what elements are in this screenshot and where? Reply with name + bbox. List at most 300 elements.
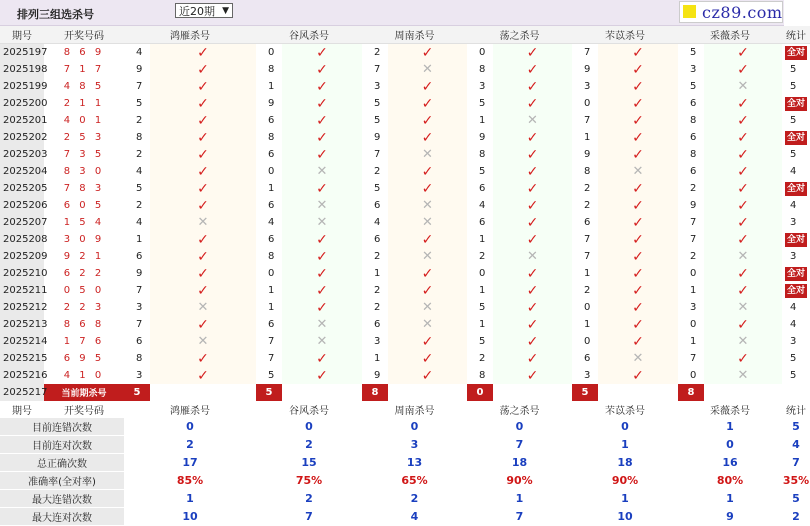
result-cell — [388, 316, 467, 333]
kill-number-cell: 5 — [690, 81, 697, 92]
draw-number-cell: 2 5 3 — [63, 132, 105, 143]
check-icon: ✓ — [632, 214, 644, 231]
col-expert-4: 荡之杀号 — [467, 26, 572, 44]
period-cell: 2025210 — [0, 265, 44, 282]
check-icon: ✓ — [421, 78, 434, 95]
result-cell — [493, 78, 572, 95]
summary-value: 7 — [467, 508, 572, 526]
table-row — [0, 231, 810, 248]
check-icon: ✓ — [197, 282, 209, 299]
result-cell — [704, 112, 782, 129]
check-icon: ✓ — [737, 231, 749, 248]
kill-number-cell: 1 — [268, 302, 275, 313]
check-icon: ✓ — [316, 95, 328, 112]
table-row — [0, 367, 810, 384]
kill-number-cell: 2 — [136, 149, 143, 160]
kill-number-cell: 2 — [374, 302, 381, 313]
kill-number-cell: 5 — [479, 166, 486, 177]
draw-number-cell: 8 3 0 — [63, 166, 105, 177]
kill-number-cell: 2 — [374, 251, 381, 262]
kill-number-cell: 7 — [690, 217, 697, 228]
result-cell — [493, 214, 572, 231]
table-row — [0, 316, 810, 333]
check-icon: ✓ — [526, 265, 539, 282]
kill-number-cell: 7 — [374, 149, 381, 160]
col-expert-6: 采薇杀号 — [678, 26, 782, 44]
kill-number-cell: 1 — [268, 183, 275, 194]
kill-number-cell: 2 — [136, 115, 143, 126]
result-cell — [493, 282, 572, 299]
col-number: 开奖号码 — [44, 26, 124, 44]
check-icon: ✓ — [737, 129, 749, 146]
result-cell — [388, 248, 467, 265]
result-cell — [388, 214, 467, 231]
kill-number-cell: 0 — [584, 336, 591, 347]
summary-value: 13 — [362, 454, 467, 472]
kill-number-cell: 6 — [479, 183, 486, 194]
check-icon: ✓ — [197, 146, 209, 163]
kill-number-cell: 6 — [268, 319, 275, 330]
result-cell — [388, 129, 467, 146]
kill-number-cell: 7 — [136, 285, 143, 296]
result-cell — [282, 95, 362, 112]
result-cell — [493, 44, 572, 62]
current-kill-4: 0 — [467, 384, 493, 401]
kill-number-cell: 3 — [374, 336, 381, 347]
result-cell — [150, 44, 256, 62]
period-cell: 2025216 — [0, 367, 44, 384]
all-correct-badge: 全对 — [786, 183, 805, 194]
kill-number-cell: 9 — [690, 200, 697, 211]
check-icon: ✓ — [737, 197, 749, 214]
result-cell — [704, 350, 782, 367]
check-icon: ✓ — [197, 44, 209, 61]
table-row — [0, 282, 810, 299]
check-icon: ✓ — [632, 95, 644, 112]
check-icon: ✓ — [737, 282, 749, 299]
result-cell — [282, 197, 362, 214]
kill-number-cell: 1 — [584, 268, 591, 279]
top-bar — [0, 0, 784, 26]
table-row — [0, 146, 810, 163]
kill-number-cell: 8 — [268, 64, 275, 75]
kill-number-cell: 4 — [136, 47, 143, 58]
current-spacer — [282, 384, 362, 401]
page-title: 排列三组选杀号 — [17, 8, 94, 21]
cross-icon: ✕ — [527, 113, 538, 128]
draw-number-cell: 1 5 4 — [63, 217, 105, 228]
kill-number-cell: 7 — [584, 234, 591, 245]
check-icon: ✓ — [632, 146, 644, 163]
kill-number-cell: 9 — [136, 64, 143, 75]
cross-icon: ✕ — [737, 249, 749, 264]
check-icon: ✓ — [316, 146, 328, 163]
summary-stat: 7 — [782, 454, 810, 472]
draw-number-cell: 8 6 9 — [63, 47, 105, 58]
cross-icon: ✕ — [316, 334, 328, 349]
summary-row — [0, 436, 810, 454]
summary-value: 1 — [678, 418, 782, 436]
cross-icon: ✕ — [737, 334, 749, 349]
stat-cell — [782, 129, 810, 146]
stat-cell: 5 — [790, 370, 797, 381]
result-cell — [493, 316, 572, 333]
result-cell — [150, 163, 256, 180]
result-cell — [493, 248, 572, 265]
stat-cell — [782, 95, 810, 112]
cross-icon: ✕ — [422, 147, 433, 162]
period-cell: 2025212 — [0, 299, 44, 316]
check-icon: ✓ — [526, 180, 539, 197]
check-icon: ✓ — [316, 265, 328, 282]
summary-value: 16 — [678, 454, 782, 472]
brand-logo[interactable] — [679, 1, 783, 23]
check-icon: ✓ — [316, 78, 328, 95]
check-icon: ✓ — [316, 248, 328, 265]
current-kill-2: 5 — [256, 384, 282, 401]
check-icon: ✓ — [632, 231, 644, 248]
kill-number-cell: 8 — [268, 251, 275, 262]
col-period: 期号 — [12, 406, 32, 417]
table-row — [0, 129, 810, 146]
result-cell — [493, 197, 572, 214]
summary-value: 1 — [467, 490, 572, 508]
check-icon: ✓ — [737, 44, 749, 61]
kill-number-cell: 9 — [136, 268, 143, 279]
check-icon: ✓ — [737, 180, 749, 197]
col-period: 期号 — [0, 26, 44, 44]
summary-value: 10 — [572, 508, 678, 526]
summary-value: 9 — [678, 508, 782, 526]
stat-cell — [782, 231, 810, 248]
period-cell: 2025204 — [0, 163, 44, 180]
check-icon: ✓ — [526, 129, 539, 146]
result-cell — [598, 61, 678, 78]
kill-number-cell: 9 — [584, 149, 591, 160]
check-icon: ✓ — [421, 333, 434, 350]
summary-value: 18 — [467, 454, 572, 472]
period-cell: 2025213 — [0, 316, 44, 333]
check-icon: ✓ — [197, 367, 209, 384]
check-icon: ✓ — [197, 197, 209, 214]
current-period-row — [0, 384, 810, 401]
kill-number-cell: 8 — [584, 166, 591, 177]
result-cell — [150, 197, 256, 214]
table-header-row — [0, 26, 810, 44]
check-icon: ✓ — [526, 214, 539, 231]
result-cell — [150, 231, 256, 248]
all-correct-badge: 全对 — [786, 47, 805, 58]
result-cell — [704, 129, 782, 146]
kill-number-cell: 6 — [584, 353, 591, 364]
summary-header-row — [0, 401, 810, 418]
kill-number-cell: 1 — [690, 285, 697, 296]
result-cell — [282, 333, 362, 350]
current-spacer — [598, 384, 678, 401]
draw-number-cell: 8 6 8 — [63, 319, 105, 330]
table-row — [0, 78, 810, 95]
result-cell — [598, 367, 678, 384]
summary-value: 1 — [572, 436, 678, 454]
cross-icon: ✕ — [422, 62, 433, 77]
all-correct-badge: 全对 — [786, 268, 805, 279]
check-icon: ✓ — [632, 180, 644, 197]
kill-number-cell: 8 — [690, 149, 697, 160]
check-icon: ✓ — [632, 265, 644, 282]
period-cell: 2025207 — [0, 214, 44, 231]
col-expert-2: 谷风杀号 — [289, 406, 329, 417]
stat-cell: 5 — [790, 64, 797, 75]
kill-number-cell: 1 — [479, 319, 486, 330]
result-cell — [388, 61, 467, 78]
result-cell — [704, 265, 782, 282]
result-cell — [282, 367, 362, 384]
kill-number-cell: 3 — [690, 64, 697, 75]
current-period-label: 当前期杀号 — [44, 384, 124, 401]
check-icon: ✓ — [526, 78, 539, 95]
kill-number-cell: 0 — [268, 166, 275, 177]
kill-number-cell: 0 — [690, 268, 697, 279]
kill-number-cell: 3 — [479, 81, 486, 92]
summary-value: 80% — [678, 472, 782, 490]
kill-number-cell: 7 — [690, 353, 697, 364]
current-period: 2025217 — [0, 384, 44, 401]
logo-square-icon — [683, 5, 696, 18]
current-spacer — [388, 384, 467, 401]
kill-number-cell: 6 — [374, 319, 381, 330]
check-icon: ✓ — [316, 367, 328, 384]
check-icon: ✓ — [421, 180, 434, 197]
stat-cell: 5 — [790, 353, 797, 364]
check-icon: ✓ — [197, 112, 209, 129]
check-icon: ✓ — [421, 282, 434, 299]
summary-stat: 35% — [782, 472, 810, 490]
kill-number-cell: 8 — [479, 370, 486, 381]
result-cell — [598, 112, 678, 129]
table-row — [0, 248, 810, 265]
result-cell — [388, 367, 467, 384]
kill-number-cell: 3 — [136, 370, 143, 381]
kill-number-cell: 4 — [268, 217, 275, 228]
result-cell — [282, 299, 362, 316]
summary-value: 3 — [362, 436, 467, 454]
kill-number-cell: 3 — [690, 302, 697, 313]
period-cell: 2025208 — [0, 231, 44, 248]
result-cell — [598, 316, 678, 333]
result-cell — [282, 78, 362, 95]
kill-number-cell: 7 — [136, 81, 143, 92]
kill-number-cell: 3 — [374, 81, 381, 92]
kill-number-cell: 4 — [374, 217, 381, 228]
draw-number-cell: 4 0 1 — [63, 115, 105, 126]
kill-number-cell: 2 — [374, 166, 381, 177]
result-cell — [704, 282, 782, 299]
summary-value: 0 — [678, 436, 782, 454]
kill-number-cell: 1 — [268, 81, 275, 92]
table-row — [0, 197, 810, 214]
result-cell — [704, 299, 782, 316]
kill-number-cell: 2 — [584, 285, 591, 296]
check-icon: ✓ — [737, 265, 749, 282]
kill-number-cell: 0 — [268, 47, 275, 58]
check-icon: ✓ — [526, 95, 539, 112]
result-cell — [704, 61, 782, 78]
summary-value: 2 — [256, 490, 362, 508]
check-icon: ✓ — [197, 180, 209, 197]
summary-value: 85% — [124, 472, 256, 490]
kill-number-cell: 7 — [268, 353, 275, 364]
result-cell — [388, 146, 467, 163]
result-cell — [282, 248, 362, 265]
kill-number-cell: 8 — [479, 64, 486, 75]
kill-number-cell: 0 — [479, 47, 486, 58]
check-icon: ✓ — [421, 112, 434, 129]
kill-number-cell: 7 — [374, 64, 381, 75]
summary-value: 4 — [362, 508, 467, 526]
period-cell: 2025205 — [0, 180, 44, 197]
kill-number-cell: 0 — [479, 268, 486, 279]
kill-number-cell: 8 — [690, 115, 697, 126]
result-cell — [598, 197, 678, 214]
check-icon: ✓ — [197, 231, 209, 248]
check-icon: ✓ — [632, 129, 644, 146]
result-cell — [493, 333, 572, 350]
check-icon: ✓ — [197, 78, 209, 95]
result-cell — [598, 163, 678, 180]
check-icon: ✓ — [197, 61, 209, 78]
summary-label: 目前连错次数 — [0, 418, 124, 436]
result-cell — [150, 95, 256, 112]
kill-number-cell: 4 — [479, 200, 486, 211]
result-cell — [598, 350, 678, 367]
stat-cell — [782, 265, 810, 282]
period-cell: 2025211 — [0, 282, 44, 299]
kill-number-cell: 6 — [268, 115, 275, 126]
summary-label: 最大连对次数 — [0, 508, 124, 526]
summary-row — [0, 490, 810, 508]
check-icon: ✓ — [526, 282, 539, 299]
kill-number-cell: 1 — [584, 132, 591, 143]
result-cell — [388, 350, 467, 367]
draw-number-cell: 3 0 9 — [63, 234, 105, 245]
result-cell — [150, 299, 256, 316]
kill-number-cell: 0 — [584, 98, 591, 109]
summary-value: 1 — [124, 490, 256, 508]
kill-number-cell: 6 — [268, 200, 275, 211]
col-number: 开奖号码 — [64, 406, 104, 417]
kill-number-cell: 3 — [136, 302, 143, 313]
stat-cell: 4 — [790, 166, 797, 177]
table-row — [0, 44, 810, 62]
draw-number-cell: 0 5 0 — [63, 285, 105, 296]
summary-value: 15 — [256, 454, 362, 472]
summary-section — [0, 401, 810, 418]
result-cell — [150, 129, 256, 146]
summary-value: 0 — [256, 418, 362, 436]
result-cell — [598, 333, 678, 350]
kill-number-cell: 2 — [584, 200, 591, 211]
summary-value: 1 — [572, 490, 678, 508]
result-cell — [598, 95, 678, 112]
result-cell — [704, 214, 782, 231]
kill-number-cell: 6 — [268, 234, 275, 245]
col-expert-3: 周南杀号 — [394, 406, 435, 417]
check-icon: ✓ — [316, 231, 328, 248]
kill-number-cell: 1 — [268, 285, 275, 296]
period-cell: 2025201 — [0, 112, 44, 129]
result-cell — [493, 95, 572, 112]
summary-stat: 5 — [782, 418, 810, 436]
period-cell: 2025215 — [0, 350, 44, 367]
result-cell — [598, 146, 678, 163]
check-icon: ✓ — [421, 231, 434, 248]
check-icon: ✓ — [632, 61, 644, 78]
check-icon: ✓ — [316, 44, 328, 61]
period-range-select[interactable] — [175, 3, 233, 18]
cross-icon: ✕ — [422, 249, 433, 264]
col-expert-5: 芣苡杀号 — [605, 406, 645, 417]
stat-cell — [782, 180, 810, 197]
check-icon: ✓ — [632, 44, 644, 61]
result-cell — [704, 248, 782, 265]
period-cell: 2025202 — [0, 129, 44, 146]
result-cell — [282, 350, 362, 367]
all-correct-badge: 全对 — [786, 285, 805, 296]
result-cell — [388, 44, 467, 62]
summary-value: 7 — [256, 508, 362, 526]
draw-number-cell: 2 2 3 — [63, 302, 105, 313]
check-icon: ✓ — [316, 180, 328, 197]
check-icon: ✓ — [737, 163, 749, 180]
check-icon: ✓ — [526, 231, 539, 248]
kill-number-cell: 6 — [136, 251, 143, 262]
brand-text: cz89.com — [702, 3, 783, 22]
stat-cell: 4 — [790, 319, 797, 330]
kill-number-cell: 5 — [479, 302, 486, 313]
kill-number-cell: 5 — [136, 98, 143, 109]
summary-value: 2 — [124, 436, 256, 454]
all-correct-badge: 全对 — [786, 234, 805, 245]
cross-icon: ✕ — [316, 198, 328, 213]
result-cell — [598, 265, 678, 282]
kill-number-cell: 9 — [374, 370, 381, 381]
kill-number-cell: 1 — [136, 234, 143, 245]
stat-cell: 5 — [790, 149, 797, 160]
cross-icon: ✕ — [737, 79, 749, 94]
result-cell — [388, 180, 467, 197]
draw-number-cell: 7 8 3 — [63, 183, 105, 194]
table-row — [0, 95, 810, 112]
check-icon: ✓ — [526, 61, 539, 78]
check-icon: ✓ — [197, 95, 209, 112]
kill-number-cell: 0 — [584, 302, 591, 313]
summary-value: 90% — [467, 472, 572, 490]
result-cell — [704, 95, 782, 112]
result-cell — [598, 78, 678, 95]
period-cell: 2025214 — [0, 333, 44, 350]
result-cell — [150, 180, 256, 197]
result-cell — [150, 282, 256, 299]
result-cell — [598, 214, 678, 231]
table-row — [0, 350, 810, 367]
result-cell — [598, 248, 678, 265]
summary-stat: 2 — [782, 508, 810, 526]
result-cell — [282, 44, 362, 62]
kill-number-cell: 1 — [479, 115, 486, 126]
cross-icon: ✕ — [197, 300, 209, 315]
cross-icon: ✕ — [737, 300, 749, 315]
kill-number-cell: 9 — [374, 132, 381, 143]
